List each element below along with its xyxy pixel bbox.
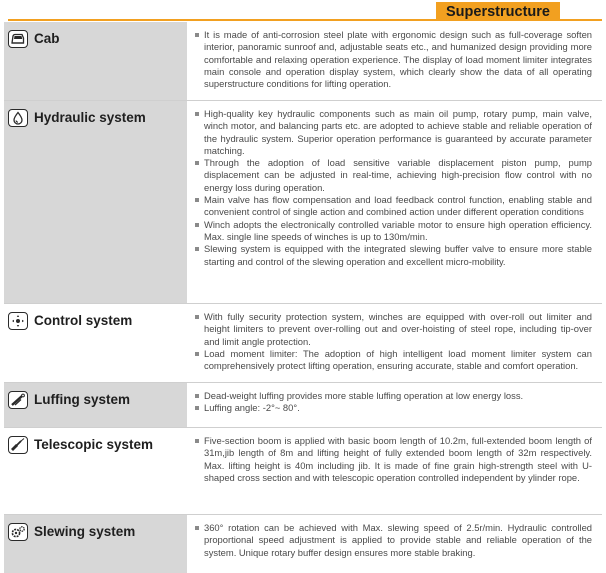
spec-description xyxy=(187,383,602,427)
spec-row-label xyxy=(4,515,187,573)
spec-name-cab: Cab xyxy=(34,31,60,46)
spec-table xyxy=(4,22,602,573)
spec-row-label xyxy=(4,304,187,382)
spec-row-cab xyxy=(4,22,602,101)
luffing-cylinder-icon xyxy=(8,391,28,409)
spec-name-hydraulic: Hydraulic system xyxy=(34,110,146,125)
spec-bullet: Through the adoption of load sensitive variable displacement piston pump, pump displacement can be adjusted in real-time, achieving high-precision flow control with no energy loss during operation. xyxy=(195,157,592,194)
oil-drop-icon xyxy=(8,109,28,127)
spec-name-control: Control system xyxy=(34,313,133,328)
spec-description xyxy=(187,22,602,100)
control-joystick-icon xyxy=(8,312,28,330)
spec-row-slewing xyxy=(4,515,602,573)
spec-bullet: Dead-weight luffing provides more stable luffing operation at low energy loss. xyxy=(195,390,592,402)
spec-row-luffing xyxy=(4,383,602,428)
spec-name-luffing: Luffing system xyxy=(34,392,131,407)
spec-bullet: Luffing angle: -2°~ 80°. xyxy=(195,402,592,414)
spec-bullet: Five-section boom is applied with basic boom length of 10.2m, full-extended boom length of 31m,jib length of 8m and lifting height of fully extended boom length of 32m respectively. Max. lifting height is 40m including jib. It is made of fine grain high-strength steel with U-shaped cross section and with telescopic operation controlled independent by ylinder rope. xyxy=(195,435,592,484)
section-title: Superstructure xyxy=(436,2,560,21)
spec-name-telescopic: Telescopic system xyxy=(34,437,154,452)
spec-row-telescopic xyxy=(4,428,602,515)
spec-description xyxy=(187,428,602,514)
spec-description xyxy=(187,101,602,303)
spec-bullet: It is made of anti-corrosion steel plate with ergonomic design such as full-coverage soften interior, panoramic sunroof and, adjustable seats etc., and humanized design providing more comfortable and relaxing operation experience. The display of load moment limiter integrates main console and operation display system, which clearly show the data of all operating superstructure conditions for lifting operation. xyxy=(195,29,592,90)
spec-row-label xyxy=(4,101,187,303)
cab-icon xyxy=(8,30,28,48)
spec-row-label xyxy=(4,383,187,427)
spec-bullet: 360° rotation can be achieved with Max. slewing speed of 2.5r/min. Hydraulic controlled proportional speed adjustment is applied to provide stable and reliable operation of the system. Unique rotary buffer design ensures more stable braking. xyxy=(195,522,592,559)
spec-bullet: Slewing system is equipped with the integrated slewing buffer valve to ensure more stable starting and control of the slewing operation and excellent micro-mobility. xyxy=(195,243,592,268)
spec-name-slewing: Slewing system xyxy=(34,524,136,539)
spec-bullet: Winch adopts the electronically controlled variable motor to ensure high operation efficiency. Max. single line speeds of winches is up to 130m/min. xyxy=(195,219,592,244)
spec-row-control xyxy=(4,304,602,383)
spec-bullet: Main valve has flow compensation and load feedback control function, enabling stable and convenient control of single action and combined action under different operation conditions xyxy=(195,194,592,219)
spec-row-label xyxy=(4,22,187,100)
slewing-gear-icon xyxy=(8,523,28,541)
spec-bullet: With fully security protection system, winches are equipped with over-roll out limiter and height limiters to prevent over-rolling out and over-hoisting of steel rope, including tip-over and limit angle protection. xyxy=(195,311,592,348)
spec-description xyxy=(187,304,602,382)
telescopic-boom-icon xyxy=(8,436,28,454)
spec-row-hydraulic xyxy=(4,101,602,304)
spec-row-label xyxy=(4,428,187,514)
spec-bullet: High-quality key hydraulic components such as main oil pump, rotary pump, main valve, winch motor, and balancing parts etc. are adopted to achieve stable and reliable operation of the hydraulic system. Superior operation performance is guaranteed by accurate parameter matching. xyxy=(195,108,592,157)
spec-bullet: Load moment limiter: The adoption of high intelligent load moment limiter system can comprehensively protect lifting operation, ensuring accurate, stable and comfort operation. xyxy=(195,348,592,373)
spec-description xyxy=(187,515,602,573)
